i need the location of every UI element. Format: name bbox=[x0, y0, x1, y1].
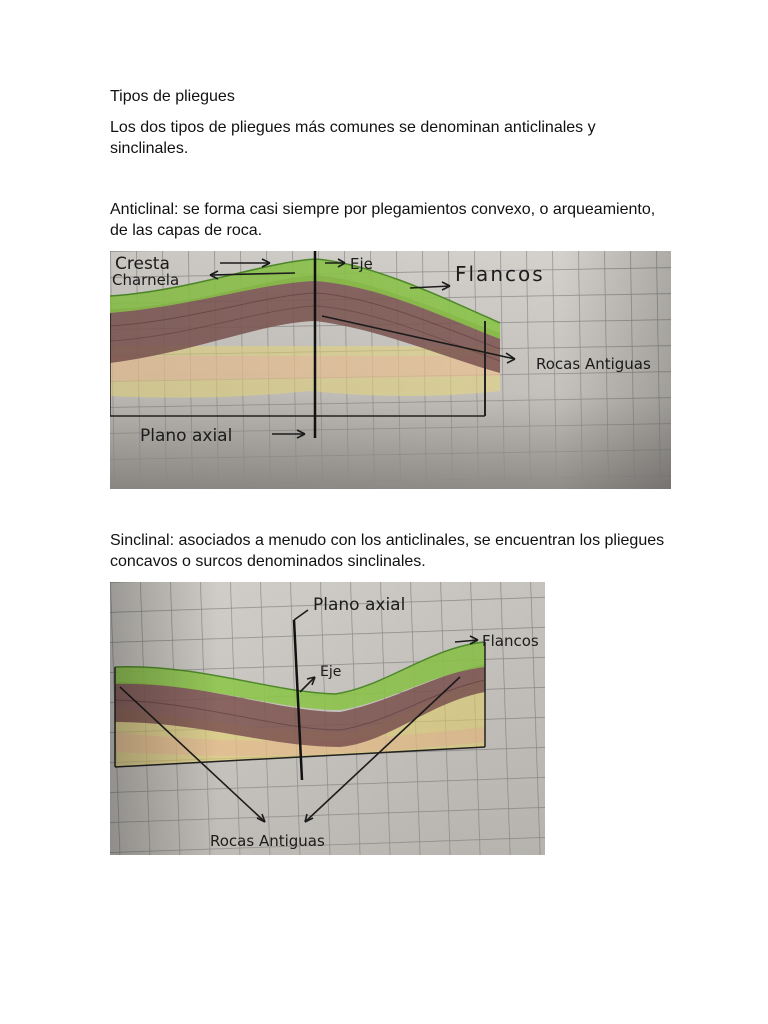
anticline-photo bbox=[110, 251, 671, 489]
page-title: Tipos de pliegues bbox=[110, 88, 235, 105]
intro-paragraph: Los dos tipos de pliegues más comunes se denominan anticlinales y sinclinales. bbox=[110, 119, 596, 157]
syncline-photo bbox=[110, 582, 545, 855]
syncline-paragraph: Sinclinal: asociados a menudo con los anticlinales, se encuentran los pliegues concavos o surcos denominados sinclinales. bbox=[110, 532, 665, 570]
anticline-paragraph: Anticlinal: se forma casi siempre por plegamientos convexo, o arqueamiento, de las capas de roca. bbox=[110, 201, 656, 239]
